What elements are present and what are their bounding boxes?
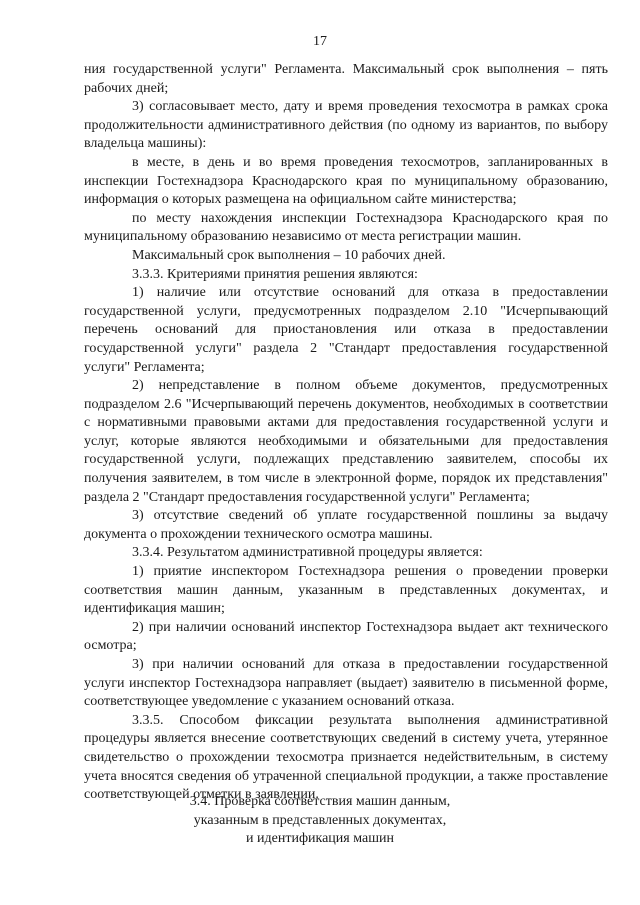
paragraph: 3) отсутствие сведений об уплате государственной пошлины за выдачу документа о прохождении технического осмотра машины. <box>84 508 608 542</box>
paragraph: 2) непредставление в полном объеме документов, предусмотренных подразделом 2.6 "Исчерпывающий перечень документов, необходимых в соответствии с нормативными правовыми актами для предоставления государственной услуги и услуг, которые являются необходимыми и обязательными для предоставления государственной услуги, подлежащих представлению заявителем, способы их получения заявителем, в том числе в электронной форме, порядок их представления" раздела 2 "Стандарт предоставления государственной услуги" Регламента; <box>84 378 608 505</box>
section-heading <box>0 793 640 849</box>
paragraph: 2) при наличии оснований инспектор Гостехнадзора выдает акт технического осмотра; <box>84 619 608 654</box>
paragraph: 3) при наличии оснований для отказа в предоставлении государственной услуги инспектор Гостехнадзора направляет (выдает) заявителю в письменной форме, соответствующее уведомление с указанием оснований отказа. <box>84 657 608 710</box>
paragraph: Максимальный срок выполнения – 10 рабочих дней. <box>132 247 446 263</box>
paragraph: 3.3.5. Способом фиксации результата выполнения административной процедуры является внесение соответствующих сведений в систему учета, утерянное свидетельство о прохождении техосмотра признается недействительным, в систему учета вносятся сведения об утраченной специальной продукции, а также проставление соответствующей отметки в заявлении. <box>84 712 608 803</box>
section-heading-line: и идентификация машин <box>246 831 394 847</box>
body-text <box>84 61 608 805</box>
paragraph: 1) приятие инспектором Гостехнадзора решения о проведении проверки соответствия машин данным, указанным в представленных документах, и идентификация машин; <box>84 564 608 617</box>
section-heading-line: 3.4. Проверка соответствия машин данным, <box>189 794 451 809</box>
paragraph: по месту нахождения инспекции Гостехнадзора Краснодарского края по муниципальному образованию независимо от места регистрации машин. <box>84 210 608 245</box>
paragraph: 1) наличие или отсутствие оснований для отказа в предоставлении государственной услуги, предусмотренных подразделом 2.10 "Исчерпывающий перечень оснований для приостановления или отказа в предоставлении государственной услуги" раздела 2 "Стандарт предоставления государственной услуги" Регламента; <box>84 285 608 375</box>
paragraph: 3) согласовывает место, дату и время проведения техосмотра в рамках срока продолжительности административного действия (по одному из вариантов, по выбору владельца машины): <box>84 99 608 152</box>
paragraph: ния государственной услуги" Регламента. Максимальный срок выполнения – пять рабочих дней; <box>84 62 608 96</box>
paragraph: 3.3.4. Результатом административной процедуры является: <box>132 545 483 561</box>
paragraph: 3.3.3. Критериями принятия решения являются: <box>132 266 418 282</box>
section-heading-line: указанным в представленных документах, <box>193 812 447 828</box>
page-number: 17 <box>313 34 327 49</box>
paragraph: в месте, в день и во время проведения техосмотров, запланированных в инспекции Гостехнадзора Краснодарского края по муниципальному образованию, информация о которых размещена на официальном сайте министерства; <box>84 154 608 208</box>
